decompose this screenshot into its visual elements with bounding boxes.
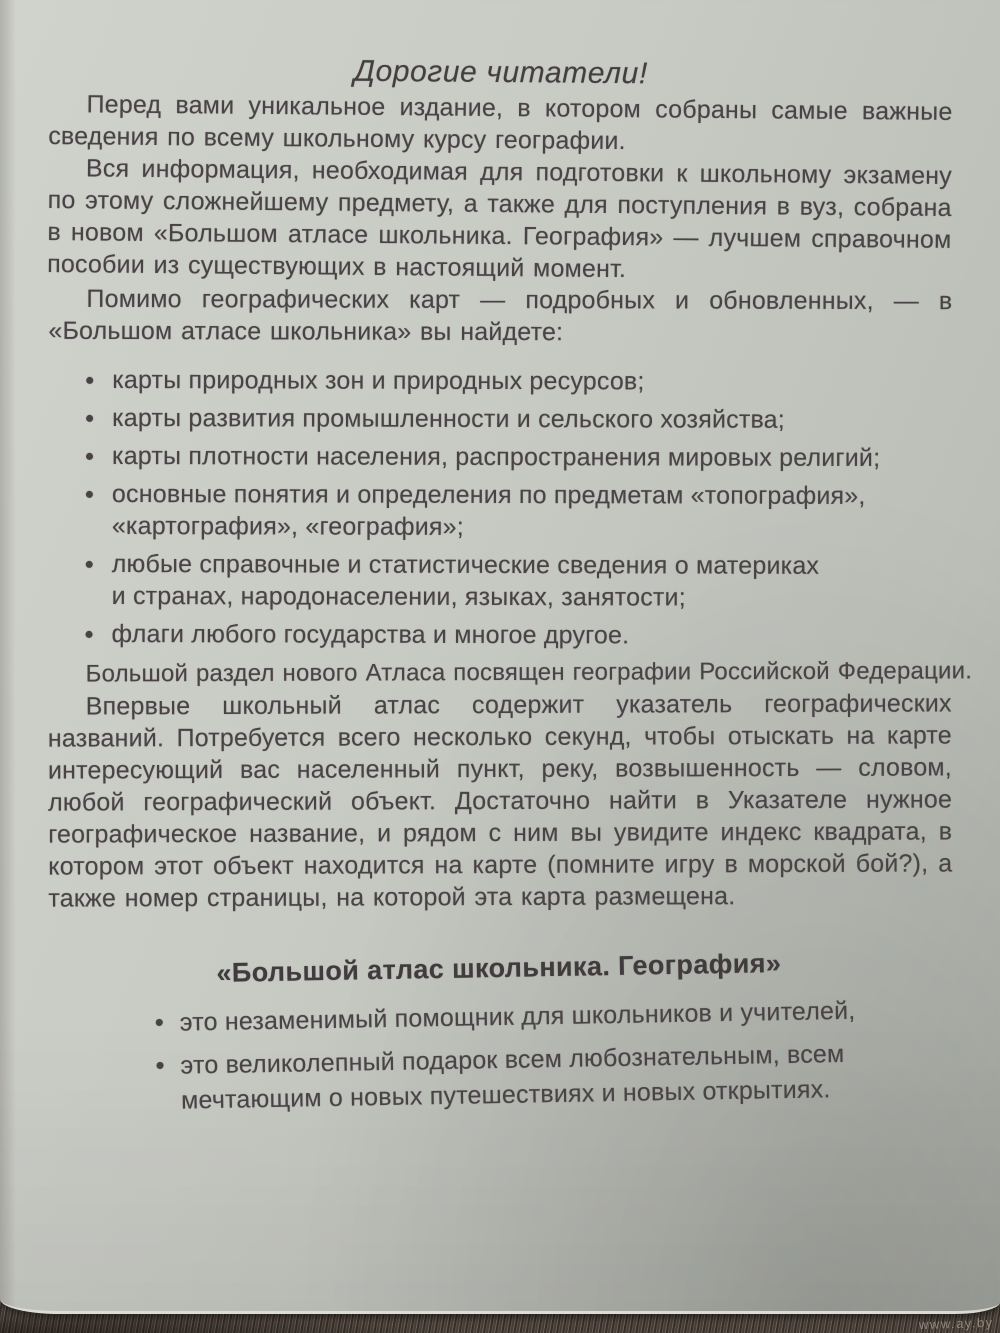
list-item xyxy=(86,548,946,614)
section-top xyxy=(47,50,953,288)
list-item xyxy=(86,440,946,474)
list-item xyxy=(156,1036,877,1119)
bullet-icon xyxy=(86,561,93,568)
bullet-icon xyxy=(156,1019,163,1026)
list-item xyxy=(86,478,946,544)
page-title: Дорогие читатели! xyxy=(353,54,648,91)
section-index xyxy=(47,655,973,914)
list-item-text: карты плотности населения, распространения мировых религий; xyxy=(111,441,881,472)
list-item xyxy=(86,364,946,398)
promo-heading: «Большой атлас школьника. География» xyxy=(216,948,782,988)
bullet-icon xyxy=(86,377,93,384)
section-promo xyxy=(47,943,954,1121)
bullet-icon xyxy=(156,1062,163,1069)
page-content xyxy=(47,40,973,1121)
paragraph-intro: Перед вами уникальное издание, в котором собраны самые важные сведения по всему школьному курсу географии. xyxy=(48,90,953,156)
list-item-text: любые справочные и статистические сведения о материках и странах, народонаселении, языках, занятости; xyxy=(111,549,820,612)
bullet-icon xyxy=(86,415,93,422)
section-features xyxy=(48,283,953,652)
paragraph-atlas-section: Большой раздел нового Атласа посвящен географии Российской Федерации. xyxy=(85,657,973,688)
list-item xyxy=(86,402,946,436)
paragraph-index: Впервые школьный атлас содержит указатель географических названий. Потребуется всего несколько секунд, чтобы отыскать на карте интересующий вас населенный пункт, реку, возвышенность — словом, любой географический объект. Достаточно найти в Указателе нужное географическое название, и рядом с ним вы увидите индекс квадрата, в котором этот объект находится на карте (помните игру в морской бой?), а также номер страницы, на которой эта карта размещена. xyxy=(47,689,953,913)
list-item-text: это незаменимый помощник для школьников и учителей, xyxy=(179,996,856,1037)
features-list xyxy=(86,364,947,652)
list-item-text: основные понятия и определения по предметам «топография», «картография», «география»; xyxy=(111,479,866,541)
list-item xyxy=(86,618,946,652)
list-item-text: карты развития промышленности и сельского хозяйства; xyxy=(112,403,785,434)
list-item-text: карты природных зон и природных ресурсов; xyxy=(112,365,645,396)
paragraph-besides: Помимо географических карт — подробных и обновленных, — в «Большом атласе школьника» вы найдете: xyxy=(48,284,953,347)
paragraph-info: Вся информация, необходимая для подготовки к школьному экзамену по этому сложнейшему предмету, а также для поступления в вуз, собрана в новом «Большом атласе школьника. География» — лучшем справочном пособии из существующих в настоящий момент. xyxy=(47,154,953,284)
bullet-icon xyxy=(86,491,93,498)
promo-list xyxy=(155,993,877,1119)
list-item-text: это великолепный подарок всем любознательным, всем мечтающим о новых путешествиях и новых открытиях. xyxy=(180,1039,845,1115)
list-item-text: флаги любого государства и многое другое. xyxy=(111,619,630,650)
watermark: www.ay.by xyxy=(919,1314,995,1333)
bullet-icon xyxy=(86,631,93,638)
list-item xyxy=(155,993,876,1041)
bullet-icon xyxy=(86,453,93,460)
